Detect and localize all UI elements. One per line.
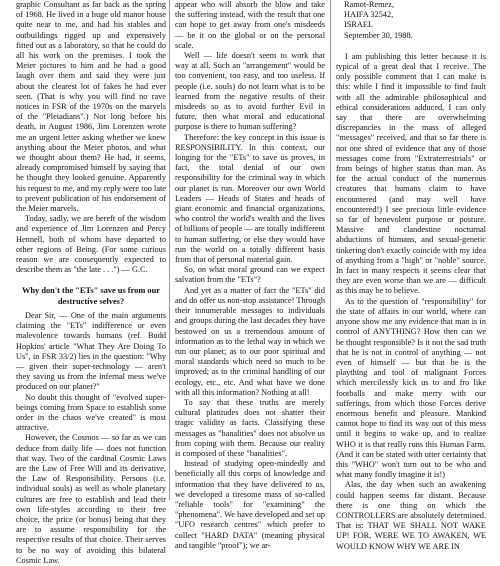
paragraph: Therefore: the key concept in this issue is RESPONSIBILITY. In this context, our longing for the "ETs" to save us proves, in fact, the total denial of our own responsibility for the criminal way in which our planet is run. Moreover our own World Leaders — Heads of States and heads of giant economic and financial organizations, who control the world's wealth and the lives of billions of people — are totally indifferent to human suffering, or else they would have run the world on a totally different basis from that of personal material gain. xyxy=(175,132,325,265)
address-line: Ramot-Remez, xyxy=(344,0,394,9)
paragraph: Today, sadly, we are bereft of the wisdom and experience of Jim Lorenzen and Percy Hennell, both of whom have departed to other regions of Being. (For some curious reason we are consequently expected to describe them as "the late . . .") — G.C. xyxy=(16,214,166,275)
paragraph: Dear Sir, — One of the main arguments claiming the "ETs" indifference or even malevolence towards humans (ref. Budd Hopkins' article "What They Are Doing To Us", in FSR 33/2) lies in the question: "Why — given their super-technology — aren't they saving us from the infernal mess we've produced on our planet?" xyxy=(16,310,166,392)
paragraph: I am publishing this letter because it is typical of a great deal that I receive. The only possible comment that I can make is this: while I find it impossible to find fault with all the admirable philosophical and ethical considerations adduced, I can only say that there are overwhelming discrepancies in the mass of alleged "messages" received, and that so far there is not one shred of evidence that any of those messages come from "Extraterrestrials" or from beings of higher status than man. As for the actual conduct of the numerous creatures that humans claim to have encountered (and may well have encountered!) I see precious little evidence so far of benevolent purpose or posture. Massive and clandestine nocturnal abductions of humans, and sexual-genetic tinkering don't exactly coincide with my idea of anything from a "high" or "noble" source. In fact in many respects it seems clear that they are even worse than we are — difficult as this may be to believe. xyxy=(336,51,486,296)
paragraph: Alas, the day when such an awakening could happen seems far distant. Because there is one thing on which the CONTROLLERS are absolutely determined. That is: THAT WE SHALL NOT WAKE UP! FOR, WERE WE TO AWAKEN, WE WOULD KNOW WHY WE ARE IN xyxy=(336,480,486,551)
paragraph: Well — life doesn't seem to work that way at all. Such an "arrangement" would be too convenient, too easy, and too useless. If people (i.e. souls) do not learn what is to be learned from the negative results of their misdeeds so as to avoid further Evil in future, then what moral and educational purpose is there to human suffering? xyxy=(175,51,325,132)
paragraph: graphic Consultant as far back as the spring of 1968. He lived in a huge old manor house quite near to me, and had his stables and outbuildings rigged up and expensively fitted out as a laboratory, so that he could do all his work on the premises. I took the Meier pictures to him and he had a good laugh over them and said they were just about the clearest lot of fakes he had ever seen. (That is why you will find no rave notices in FSR of the 1970s on the marvels of the "Pleiadians".) Not long before his death, in August 1986, Jim Lorenzen wrote me an urgent letter asking whether we knew anything about the Meier photos, and what we thought about them? He had, it seems, already compromised himself by saying that he thought they looked genuine. Apparently his request to me, and my reply were too late to prevent publication of his endorsement of the Meier marvels. xyxy=(16,0,166,214)
letter-date: September 30, 1988. xyxy=(344,30,413,40)
address-line: ISRAEL xyxy=(344,20,374,30)
paragraph: To say that these truths are merely cultural platitudes does not shatter their tragic validity as facts. Classifying these messages as "banalities" does not absolve us from coping with them. Because our reality is composed of these "banalities". xyxy=(175,397,325,458)
paragraph: No doubt this thought of "evolved super-beings coming from Space to establish some order in the chaos we've created" is most attractive. xyxy=(16,392,166,433)
column-divider xyxy=(169,0,170,500)
column-divider xyxy=(330,0,331,500)
letter-heading: Why don't the "ETs" save us from our destructive selves? xyxy=(22,286,160,306)
paragraph: And yet as a matter of fact the "ETs" did and do offer us non-stop assistance! Through their innumerable messages to individuals and groups during the last decades they have bestowed on us a tremendous amount of information as to the lethal way in which we run our planet; as to our poor spiritual and moral standards which need so much to be improved; as to the criminal handling of our ecology, etc., etc. And what have we done with all this information? Nothing at all! xyxy=(175,285,325,397)
text-column-left xyxy=(16,0,166,566)
paragraph: As to the question of "responsibility" for the state of affairs in our world, where can anyone show me any evidence that man is in control of ANYTHING? How then can we be thought responsible? Is it not the sad truth that he is not in control of anything — not even of himself — but that he is the plaything and tool of malignant Forces which mercilessly kick us to and fro like footballs and make merry with our sufferings, from which those Forces derive enormous benefit and pleasure. Mankind cannot hope to find its way out of this mess until it begins to wake up, and to realize WHO it is that really runs this Human Farm. (And it can be stated with utter certainty that this "WHO" won't turn out to be who and what many fondly imagine it is!) xyxy=(336,296,486,480)
paragraph: However, the Cosmos — so far as we can deduce from daily life — does not function that way. Two of the cardinal Cosmic Laws are the Law of Free Will and its derivative, the Law of Responsibility. Persons (i.e. individual souls) as well as whole planetary cultures are free to establish and lead their own life-styles according to their free choice, the price (or bonus) being that they are to assume responsibility for the respective results of that choice. Their serves to be no way of avoiding this bilateral Cosmic Law. xyxy=(16,433,166,565)
paragraph: Instead of studying open-mindedly and beneficially all this corps of knowledge and information that they have delivered to us, we developed a tiresome mass of so-called "reliable tools" for "examining" the "phenomena". We have developed and set up "UFO research centres" which prefer to collect "HARD DATA" (meaning physical and tangible "proof"); we ar- xyxy=(175,459,325,550)
paragraph: So, on what moral ground can we expect salvation from the "ETs"? xyxy=(175,265,325,285)
address-line: HAIFA 32542, xyxy=(344,10,394,20)
sender-address xyxy=(336,0,486,41)
text-column-right xyxy=(336,0,486,552)
paragraph: appear who will absorb the blow and take the suffering instead, with the result that one can hope to get away from one's misdeeds — be it on the global or on the personal scale. xyxy=(175,0,325,50)
text-column-middle xyxy=(175,0,325,551)
